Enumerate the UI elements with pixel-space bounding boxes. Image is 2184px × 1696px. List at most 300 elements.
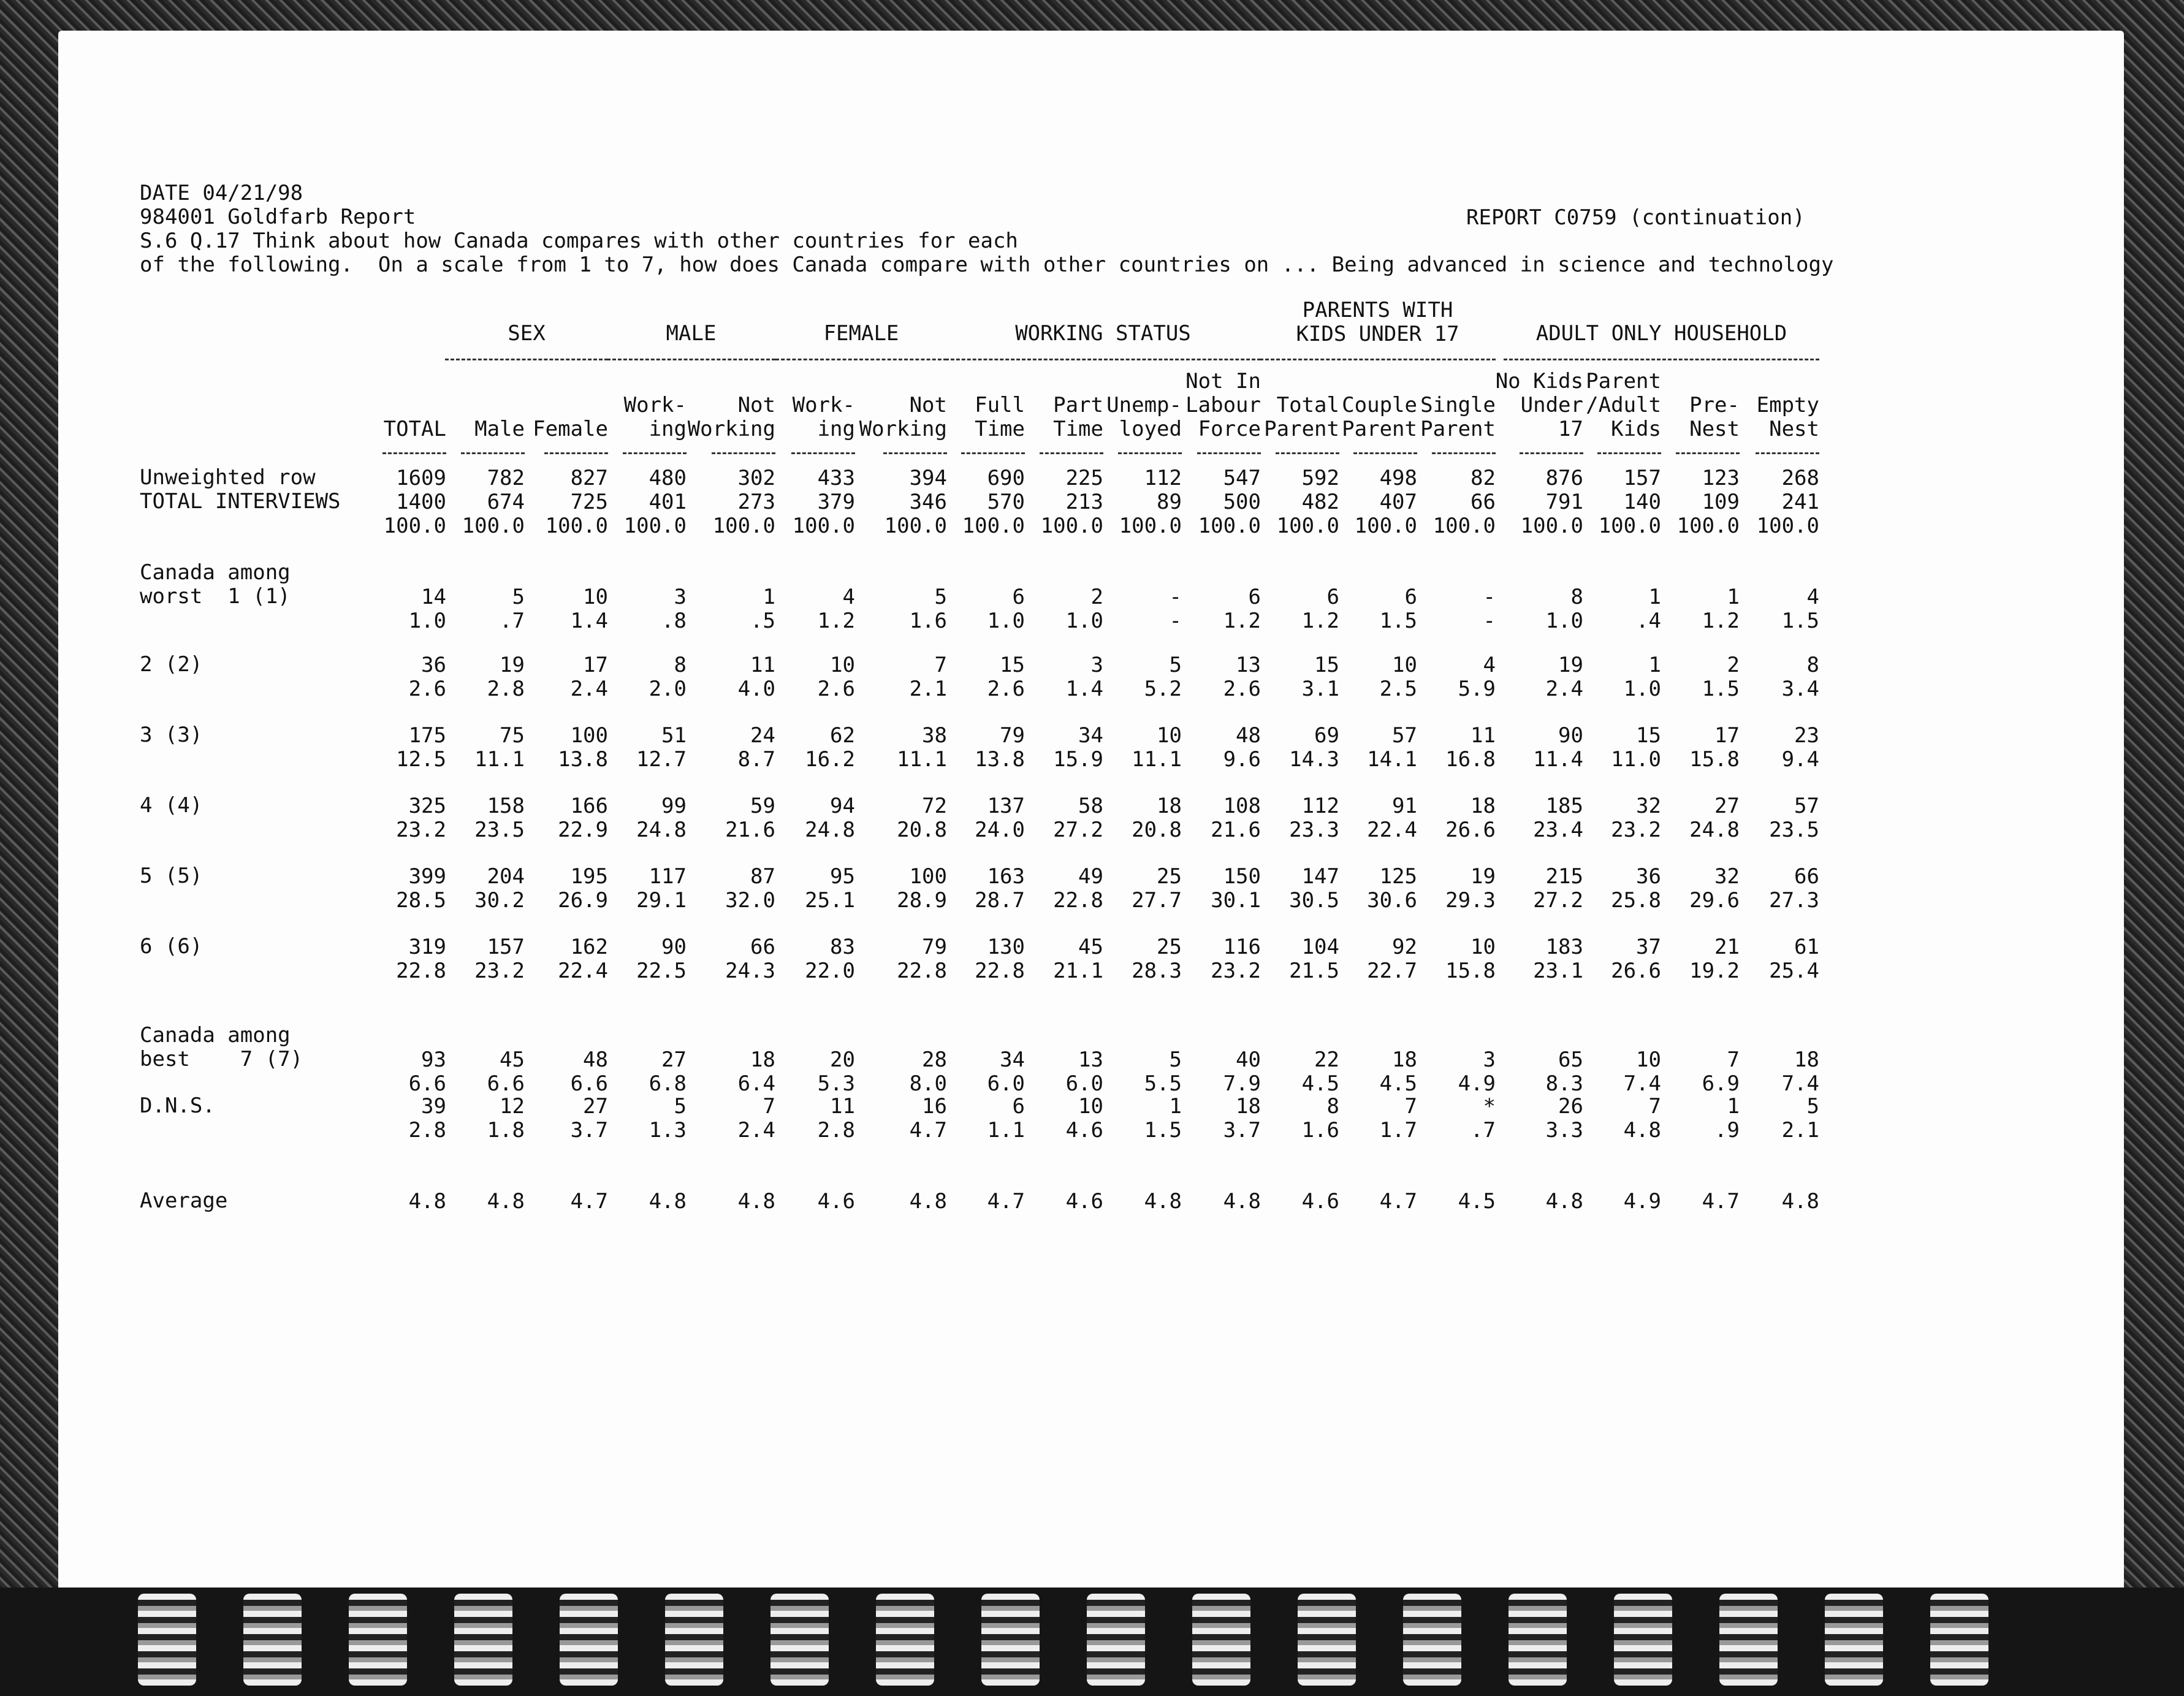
table-cell: 1.8 xyxy=(487,1118,525,1143)
column-header: Pre- Nest xyxy=(1689,393,1740,441)
table-cell: 48 xyxy=(583,1048,608,1072)
row-label: D.N.S. xyxy=(140,1093,215,1118)
table-cell: 30.1 xyxy=(1211,888,1261,913)
table-cell: 21.6 xyxy=(1211,818,1261,842)
table-cell: 1 xyxy=(763,585,775,609)
table-cell: 62 xyxy=(830,723,855,748)
table-cell: 10 xyxy=(1392,653,1417,677)
group-header: FEMALE xyxy=(823,321,899,346)
table-cell: 500 xyxy=(1223,490,1261,514)
question-line-1: S.6 Q.17 Think about how Canada compares with other countries for each xyxy=(140,229,1018,253)
table-cell: 22.8 xyxy=(396,959,446,983)
table-cell: 225 xyxy=(1065,466,1103,490)
table-cell: 4.6 xyxy=(1065,1118,1103,1143)
table-cell: 4.8 xyxy=(737,1189,775,1214)
table-cell: 58 xyxy=(1078,794,1103,818)
row-label: Unweighted row TOTAL INTERVIEWS xyxy=(140,465,341,514)
binding-coil xyxy=(665,1594,723,1686)
group-underline xyxy=(945,359,1261,360)
table-cell: 18 xyxy=(1794,1048,1819,1072)
table-cell: 15 xyxy=(1636,723,1661,748)
binding-coil xyxy=(1087,1594,1145,1686)
table-cell: 10 xyxy=(1471,935,1496,959)
table-cell: 100.0 xyxy=(1119,514,1182,538)
table-cell: 22.5 xyxy=(636,959,687,983)
table-cell: 319 xyxy=(408,935,446,959)
table-cell: 16.8 xyxy=(1445,747,1496,772)
table-cell: 5 xyxy=(1169,1048,1182,1072)
table-cell: 8 xyxy=(1806,653,1819,677)
table-cell: 18 xyxy=(1392,1048,1417,1072)
table-cell: 26.6 xyxy=(1445,818,1496,842)
table-cell: 11.1 xyxy=(1132,747,1182,772)
table-cell: 1.5 xyxy=(1144,1118,1182,1143)
column-underline xyxy=(1040,452,1103,454)
table-cell: .9 xyxy=(1714,1118,1740,1143)
table-cell: 125 xyxy=(1379,864,1417,889)
column-header: Not Working xyxy=(687,393,775,441)
table-cell: 28.9 xyxy=(897,888,947,913)
table-cell: 100.0 xyxy=(1354,514,1417,538)
group-header: ADULT ONLY HOUSEHOLD xyxy=(1535,321,1787,346)
group-underline xyxy=(775,359,947,360)
table-cell: 4.5 xyxy=(1379,1071,1417,1096)
table-cell: 2.6 xyxy=(408,677,446,701)
table-cell: 204 xyxy=(487,864,525,889)
table-cell: 6 xyxy=(1012,1094,1025,1119)
row-label: Canada among worst 1 (1) xyxy=(140,560,291,609)
table-cell: 23.2 xyxy=(396,818,446,842)
table-cell: 40 xyxy=(1236,1048,1261,1072)
table-cell: 99 xyxy=(661,794,687,818)
table-cell: 2.1 xyxy=(1781,1118,1819,1143)
table-cell: 407 xyxy=(1379,490,1417,514)
table-cell: 28 xyxy=(922,1048,947,1072)
table-cell: 22.8 xyxy=(975,959,1025,983)
table-cell: 8 xyxy=(1570,585,1583,609)
table-cell: 570 xyxy=(987,490,1025,514)
group-header: WORKING STATUS xyxy=(1015,321,1191,346)
column-underline xyxy=(883,452,947,454)
table-cell: 13 xyxy=(1236,653,1261,677)
column-underline xyxy=(1676,452,1740,454)
table-cell: 94 xyxy=(830,794,855,818)
table-cell: 1.0 xyxy=(1623,677,1661,701)
table-cell: 6.4 xyxy=(737,1071,775,1096)
table-cell: 100.0 xyxy=(623,514,687,538)
table-cell: 4.8 xyxy=(1623,1118,1661,1143)
table-cell: 28.7 xyxy=(975,888,1025,913)
table-cell: 9.6 xyxy=(1223,747,1261,772)
table-cell: 10 xyxy=(1078,1094,1103,1119)
table-cell: 140 xyxy=(1623,490,1661,514)
table-cell: 28.3 xyxy=(1132,959,1182,983)
table-cell: 100 xyxy=(909,864,947,889)
table-cell: 162 xyxy=(570,935,608,959)
table-cell: 4.8 xyxy=(487,1189,525,1214)
table-cell: 57 xyxy=(1392,723,1417,748)
group-header: SEX xyxy=(508,321,546,346)
table-cell: 547 xyxy=(1223,466,1261,490)
table-cell: 3 xyxy=(674,585,687,609)
column-underline xyxy=(623,452,687,454)
table-cell: 1609 xyxy=(396,466,446,490)
table-cell: 79 xyxy=(922,935,947,959)
table-cell: 433 xyxy=(817,466,855,490)
table-cell: 8 xyxy=(1326,1094,1339,1119)
table-cell: 592 xyxy=(1301,466,1339,490)
table-cell: 5.2 xyxy=(1144,677,1182,701)
table-cell: 17 xyxy=(583,653,608,677)
table-cell: 15.8 xyxy=(1445,959,1496,983)
table-cell: 66 xyxy=(750,935,775,959)
table-cell: .5 xyxy=(750,609,775,633)
table-cell: 34 xyxy=(1078,723,1103,748)
table-cell: 22.8 xyxy=(1053,888,1103,913)
table-cell: 79 xyxy=(1000,723,1025,748)
row-label: 5 (5) xyxy=(140,864,203,888)
table-cell: 100.0 xyxy=(462,514,525,538)
table-cell: 2.4 xyxy=(737,1118,775,1143)
table-cell: 1.2 xyxy=(1301,609,1339,633)
table-cell: 4.6 xyxy=(1065,1189,1103,1214)
table-cell: 4.0 xyxy=(737,677,775,701)
table-cell: 66 xyxy=(1471,490,1496,514)
table-cell: 24.0 xyxy=(975,818,1025,842)
table-cell: 100.0 xyxy=(1520,514,1583,538)
group-underline xyxy=(445,359,608,360)
binding-coil xyxy=(981,1594,1040,1686)
table-cell: 2.8 xyxy=(487,677,525,701)
table-cell: 25.4 xyxy=(1769,959,1819,983)
table-cell: 90 xyxy=(661,935,687,959)
table-cell: 48 xyxy=(1236,723,1261,748)
table-cell: 1.0 xyxy=(987,609,1025,633)
table-cell: 1.4 xyxy=(1065,677,1103,701)
table-cell: 100.0 xyxy=(1756,514,1819,538)
table-cell: 3.4 xyxy=(1781,677,1819,701)
table-cell: 104 xyxy=(1301,935,1339,959)
table-cell: 130 xyxy=(987,935,1025,959)
table-cell: 3.7 xyxy=(570,1118,608,1143)
table-cell: 3 xyxy=(1090,653,1103,677)
table-cell: .7 xyxy=(500,609,525,633)
table-cell: * xyxy=(1483,1094,1496,1119)
table-cell: 39 xyxy=(421,1094,446,1119)
table-cell: 5 xyxy=(934,585,947,609)
table-cell: 4.8 xyxy=(649,1189,687,1214)
table-cell: 100.0 xyxy=(1198,514,1261,538)
table-cell: 10 xyxy=(1636,1048,1661,1072)
table-cell: 2.4 xyxy=(1545,677,1583,701)
table-cell: 498 xyxy=(1379,466,1417,490)
column-underline xyxy=(382,452,446,454)
report-date: DATE 04/21/98 xyxy=(140,181,303,205)
table-cell: 17 xyxy=(1714,723,1740,748)
table-cell: 4.7 xyxy=(909,1118,947,1143)
table-cell: 11 xyxy=(1471,723,1496,748)
table-cell: 1.2 xyxy=(1702,609,1740,633)
table-cell: 4.8 xyxy=(1545,1189,1583,1214)
table-cell: 29.6 xyxy=(1689,888,1740,913)
table-cell: 22.9 xyxy=(558,818,608,842)
table-cell: 8.0 xyxy=(909,1071,947,1096)
column-header: Total Parent xyxy=(1264,393,1339,441)
table-cell: 5.3 xyxy=(817,1071,855,1096)
group-header: MALE xyxy=(666,321,717,346)
table-cell: 32 xyxy=(1636,794,1661,818)
table-cell: 25 xyxy=(1157,935,1182,959)
table-cell: 27 xyxy=(583,1094,608,1119)
table-cell: 13.8 xyxy=(558,747,608,772)
column-underline xyxy=(791,452,855,454)
table-cell: 5 xyxy=(674,1094,687,1119)
table-cell: 10 xyxy=(583,585,608,609)
table-cell: 100.0 xyxy=(1598,514,1661,538)
table-cell: 23.1 xyxy=(1533,959,1583,983)
column-header: Empty Nest xyxy=(1756,393,1819,441)
table-cell: 72 xyxy=(922,794,947,818)
column-underline xyxy=(961,452,1025,454)
table-cell: 21.5 xyxy=(1289,959,1339,983)
table-cell: 14.1 xyxy=(1367,747,1417,772)
table-cell: 24.8 xyxy=(1689,818,1740,842)
table-cell: 8.3 xyxy=(1545,1071,1583,1096)
table-cell: 346 xyxy=(909,490,947,514)
table-cell: 1.2 xyxy=(817,609,855,633)
table-cell: 4.8 xyxy=(1781,1189,1819,1214)
row-label: 6 (6) xyxy=(140,934,203,959)
table-cell: - xyxy=(1483,609,1496,633)
table-cell: 2.8 xyxy=(817,1118,855,1143)
binding-coil xyxy=(560,1594,618,1686)
table-cell: 147 xyxy=(1301,864,1339,889)
column-underline xyxy=(1520,452,1583,454)
table-cell: 163 xyxy=(987,864,1025,889)
table-cell: 4.7 xyxy=(1702,1189,1740,1214)
table-cell: 175 xyxy=(408,723,446,748)
table-cell: 100.0 xyxy=(1276,514,1339,538)
table-cell: 4.5 xyxy=(1458,1189,1496,1214)
table-cell: 100.0 xyxy=(712,514,775,538)
column-header: Not Working xyxy=(859,393,947,441)
table-cell: 19.2 xyxy=(1689,959,1740,983)
column-underline xyxy=(1432,452,1496,454)
table-cell: 12.7 xyxy=(636,747,687,772)
table-cell: 4.7 xyxy=(570,1189,608,1214)
table-cell: 1.6 xyxy=(1301,1118,1339,1143)
table-cell: 15.9 xyxy=(1053,747,1103,772)
table-cell: 51 xyxy=(661,723,687,748)
table-cell: 18 xyxy=(1236,1094,1261,1119)
table-cell: 10 xyxy=(830,653,855,677)
table-cell: 25.8 xyxy=(1611,888,1661,913)
column-header: Full Time xyxy=(975,393,1025,441)
table-cell: 1.3 xyxy=(649,1118,687,1143)
table-cell: 183 xyxy=(1545,935,1583,959)
table-cell: 2.6 xyxy=(1223,677,1261,701)
table-cell: 7.4 xyxy=(1781,1071,1819,1096)
group-underline xyxy=(607,359,775,360)
table-cell: 6.6 xyxy=(487,1071,525,1096)
column-underline xyxy=(1597,452,1661,454)
table-cell: 827 xyxy=(570,466,608,490)
table-cell: 137 xyxy=(987,794,1025,818)
table-cell: 36 xyxy=(1636,864,1661,889)
table-cell: 26.6 xyxy=(1611,959,1661,983)
table-cell: 8 xyxy=(674,653,687,677)
binding-coil xyxy=(876,1594,934,1686)
table-cell: 12 xyxy=(500,1094,525,1119)
table-cell: 36 xyxy=(421,653,446,677)
table-cell: 59 xyxy=(750,794,775,818)
table-cell: 112 xyxy=(1144,466,1182,490)
table-cell: 83 xyxy=(830,935,855,959)
table-cell: 22.0 xyxy=(805,959,855,983)
binding-coil xyxy=(1403,1594,1461,1686)
column-header: Single Parent xyxy=(1420,393,1496,441)
table-cell: 19 xyxy=(1471,864,1496,889)
table-cell: 2.6 xyxy=(987,677,1025,701)
table-cell: 95 xyxy=(830,864,855,889)
table-cell: 10 xyxy=(1157,723,1182,748)
table-cell: 6.0 xyxy=(1065,1071,1103,1096)
table-cell: 7.9 xyxy=(1223,1071,1261,1096)
table-cell: 185 xyxy=(1545,794,1583,818)
binding-coil xyxy=(1509,1594,1567,1686)
table-cell: 401 xyxy=(649,490,687,514)
table-cell: 1.1 xyxy=(987,1118,1025,1143)
table-cell: 18 xyxy=(1471,794,1496,818)
table-cell: 20.8 xyxy=(1132,818,1182,842)
table-cell: 480 xyxy=(649,466,687,490)
table-cell: 30.6 xyxy=(1367,888,1417,913)
table-cell: 116 xyxy=(1223,935,1261,959)
table-cell: 7 xyxy=(934,653,947,677)
table-cell: 21.1 xyxy=(1053,959,1103,983)
table-cell: 25 xyxy=(1157,864,1182,889)
table-cell: 1 xyxy=(1648,585,1661,609)
table-cell: 6 xyxy=(1404,585,1417,609)
table-cell: 100.0 xyxy=(1433,514,1496,538)
table-cell: 6 xyxy=(1248,585,1261,609)
table-cell: 92 xyxy=(1392,935,1417,959)
row-label: Average xyxy=(140,1188,228,1213)
table-cell: 379 xyxy=(817,490,855,514)
table-cell: 37 xyxy=(1636,935,1661,959)
column-underline xyxy=(1353,452,1417,454)
table-cell: 302 xyxy=(737,466,775,490)
table-cell: 1.6 xyxy=(909,609,947,633)
table-cell: 4.8 xyxy=(1223,1189,1261,1214)
table-cell: - xyxy=(1483,585,1496,609)
table-cell: 69 xyxy=(1314,723,1339,748)
table-cell: 11 xyxy=(750,653,775,677)
table-cell: 24.8 xyxy=(805,818,855,842)
table-cell: 2.0 xyxy=(649,677,687,701)
table-cell: 5.9 xyxy=(1458,677,1496,701)
table-cell: 28.5 xyxy=(396,888,446,913)
table-cell: 30.2 xyxy=(474,888,525,913)
binding-coil xyxy=(349,1594,407,1686)
table-cell: 109 xyxy=(1702,490,1740,514)
table-cell: 325 xyxy=(408,794,446,818)
table-cell: 22 xyxy=(1314,1048,1339,1072)
table-cell: 27 xyxy=(661,1048,687,1072)
table-cell: 674 xyxy=(487,490,525,514)
table-cell: 45 xyxy=(500,1048,525,1072)
table-cell: 32 xyxy=(1714,864,1740,889)
table-cell: 23.2 xyxy=(1611,818,1661,842)
binding-coil xyxy=(454,1594,512,1686)
table-cell: 157 xyxy=(1623,466,1661,490)
table-cell: 4.8 xyxy=(909,1189,947,1214)
table-cell: 2.6 xyxy=(817,677,855,701)
table-cell: 100.0 xyxy=(545,514,608,538)
table-cell: 9.4 xyxy=(1781,747,1819,772)
table-cell: 45 xyxy=(1078,935,1103,959)
table-cell: 2.4 xyxy=(570,677,608,701)
row-label: 4 (4) xyxy=(140,793,203,818)
table-cell: 273 xyxy=(737,490,775,514)
table-cell: 4.9 xyxy=(1458,1071,1496,1096)
table-cell: 7 xyxy=(1648,1094,1661,1119)
table-cell: 482 xyxy=(1301,490,1339,514)
table-cell: 2.8 xyxy=(408,1118,446,1143)
table-cell: 23.5 xyxy=(474,818,525,842)
table-cell: 11.1 xyxy=(474,747,525,772)
table-cell: 100.0 xyxy=(1676,514,1740,538)
table-cell: 22.4 xyxy=(558,959,608,983)
binding-coil xyxy=(1298,1594,1356,1686)
table-cell: 22.8 xyxy=(897,959,947,983)
table-cell: 13.8 xyxy=(975,747,1025,772)
table-cell: 5 xyxy=(1806,1094,1819,1119)
table-cell: 6.6 xyxy=(408,1071,446,1096)
table-cell: 4 xyxy=(1483,653,1496,677)
table-cell: 100.0 xyxy=(383,514,446,538)
table-cell: 89 xyxy=(1157,490,1182,514)
column-header: Part Time xyxy=(1053,393,1103,441)
table-cell: 6.0 xyxy=(987,1071,1025,1096)
table-cell: 3 xyxy=(1483,1048,1496,1072)
table-cell: 4 xyxy=(1806,585,1819,609)
table-cell: - xyxy=(1169,609,1182,633)
table-cell: 4.7 xyxy=(1379,1189,1417,1214)
table-cell: 14.3 xyxy=(1289,747,1339,772)
table-cell: 399 xyxy=(408,864,446,889)
table-cell: 108 xyxy=(1223,794,1261,818)
table-cell: 19 xyxy=(1558,653,1583,677)
table-cell: 157 xyxy=(487,935,525,959)
binding-coil xyxy=(1192,1594,1250,1686)
table-cell: 6 xyxy=(1326,585,1339,609)
table-cell: 14 xyxy=(421,585,446,609)
binding-coil xyxy=(1719,1594,1778,1686)
table-cell: .8 xyxy=(661,609,687,633)
column-underline xyxy=(544,452,608,454)
table-cell: 91 xyxy=(1392,794,1417,818)
column-underline xyxy=(712,452,775,454)
table-cell: 21.6 xyxy=(725,818,775,842)
table-cell: 100.0 xyxy=(1040,514,1103,538)
table-cell: 100.0 xyxy=(792,514,855,538)
table-cell: 5.5 xyxy=(1144,1071,1182,1096)
table-cell: 61 xyxy=(1794,935,1819,959)
table-cell: 11.0 xyxy=(1611,747,1661,772)
table-cell: .7 xyxy=(1471,1118,1496,1143)
table-cell: 791 xyxy=(1545,490,1583,514)
